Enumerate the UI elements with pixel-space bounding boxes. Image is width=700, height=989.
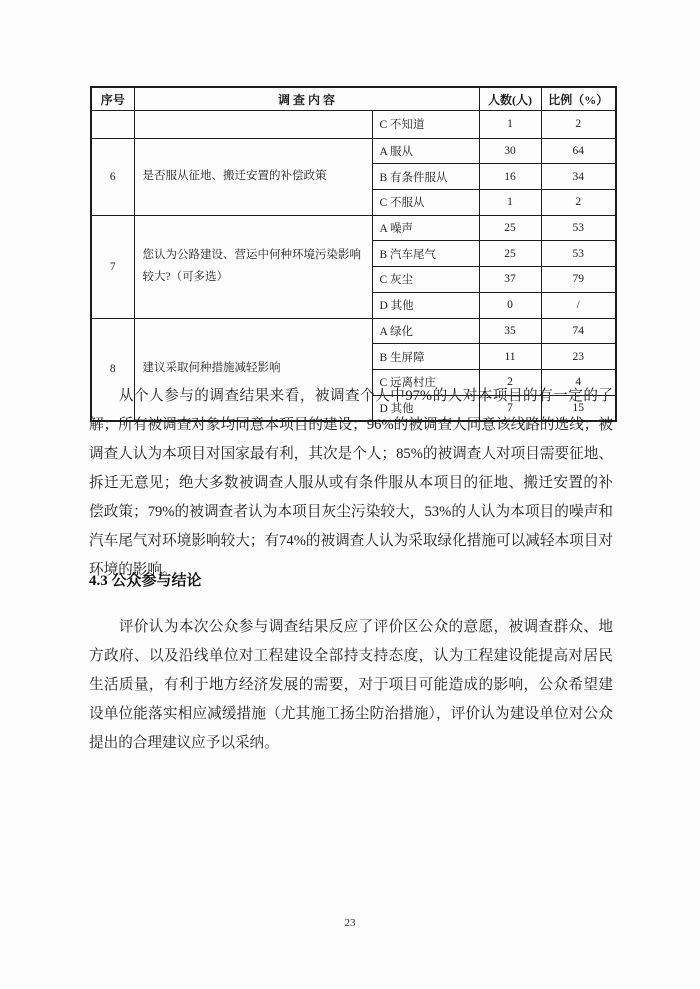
survey-results-table <box>90 86 617 422</box>
col-header-content: 调 查 内 容 <box>134 87 479 111</box>
table-row <box>91 215 616 241</box>
option-cell: B 有条件服从 <box>372 164 479 190</box>
ratio-cell: 79 <box>541 267 616 293</box>
ratio-cell: 53 <box>541 241 616 267</box>
option-cell: C 灰尘 <box>372 267 479 293</box>
count-cell: 11 <box>479 344 541 370</box>
count-cell: 25 <box>479 215 541 241</box>
question-cell: 建议采取何种措施减轻影响 <box>134 318 372 421</box>
ratio-cell: 2 <box>541 111 616 139</box>
ratio-cell: 23 <box>541 344 616 370</box>
count-cell: 7 <box>479 395 541 421</box>
count-cell: 1 <box>479 111 541 139</box>
option-cell: A 噪声 <box>372 215 479 241</box>
table-header-row <box>91 87 616 111</box>
seq-cell <box>91 111 134 139</box>
ratio-cell: 2 <box>541 190 616 216</box>
count-cell: 0 <box>479 292 541 318</box>
option-cell: C 不知道 <box>372 111 479 139</box>
ratio-cell: 4 <box>541 369 616 395</box>
seq-cell: 6 <box>91 138 134 215</box>
option-cell: A 绿化 <box>372 318 479 344</box>
question-cell <box>134 111 372 139</box>
table-row <box>91 138 616 164</box>
seq-cell: 7 <box>91 215 134 318</box>
ratio-cell: 64 <box>541 138 616 164</box>
table-row <box>91 111 616 139</box>
ratio-cell: 53 <box>541 215 616 241</box>
col-header-ratio: 比例（%） <box>541 87 616 111</box>
option-cell: A 服从 <box>372 138 479 164</box>
count-cell: 25 <box>479 241 541 267</box>
ratio-cell: 74 <box>541 318 616 344</box>
option-cell: D 其他 <box>372 395 479 421</box>
count-cell: 35 <box>479 318 541 344</box>
col-header-seq: 序号 <box>91 87 134 111</box>
ratio-cell: / <box>541 292 616 318</box>
conclusion-paragraph: 评价认为本次公众参与调查结果反应了评价区公众的意愿，被调查群众、地方政府、以及沿线单位对工程建设全部持支持态度，认为工程建设能提高对居民生活质量，有利于地方经济发展的需要，对于项目可能造成的影响，公众希望建设单位能落实相应减缓措施（尤其施工扬尘防治措施），评价认为建设单位对公众提出的合理建议应予以采纳。 <box>89 618 613 751</box>
count-cell: 37 <box>479 267 541 293</box>
question-cell: 是否服从征地、搬迁安置的补偿政策 <box>134 138 372 215</box>
option-cell: B 汽车尾气 <box>372 241 479 267</box>
option-cell: B 生屏障 <box>372 344 479 370</box>
count-cell: 16 <box>479 164 541 190</box>
count-cell: 30 <box>479 138 541 164</box>
count-cell: 1 <box>479 190 541 216</box>
col-header-count: 人数(人) <box>479 87 541 111</box>
seq-cell: 8 <box>91 318 134 421</box>
option-cell: C 不服从 <box>372 190 479 216</box>
count-cell: 2 <box>479 369 541 395</box>
option-cell: D 其他 <box>372 292 479 318</box>
ratio-cell: 34 <box>541 164 616 190</box>
page-number: 23 <box>344 917 356 929</box>
section-heading: 4.3 公众参与结论 <box>89 573 202 589</box>
survey-summary-paragraph: 从个人参与的调查结果来看，被调查个人中97%的人对本项目的有一定的了解；所有被调查对象均同意本项目的建设；96%的被调查人同意该线路的选线；被调查人认为本项目对国家最有利，其次是个人；85%的被调查人对项目需要征地、拆迁无意见；绝大多数被调查人服从或有条件服从本项目的征地、搬迁安置的补偿政策；79%的被调查者认为本项目灰尘污染较大，53%的人认为本项目的噪声和汽车尾气对环境影响较大；有74%的被调查人认为采取绿化措施可以减轻本项目对环境的影响。 <box>89 387 613 578</box>
option-cell: C 远离村庄 <box>372 369 479 395</box>
ratio-cell: 15 <box>541 395 616 421</box>
question-cell: 您认为公路建设、营运中何种环境污染影响较大?（可多选） <box>134 215 372 318</box>
table-row <box>91 318 616 344</box>
